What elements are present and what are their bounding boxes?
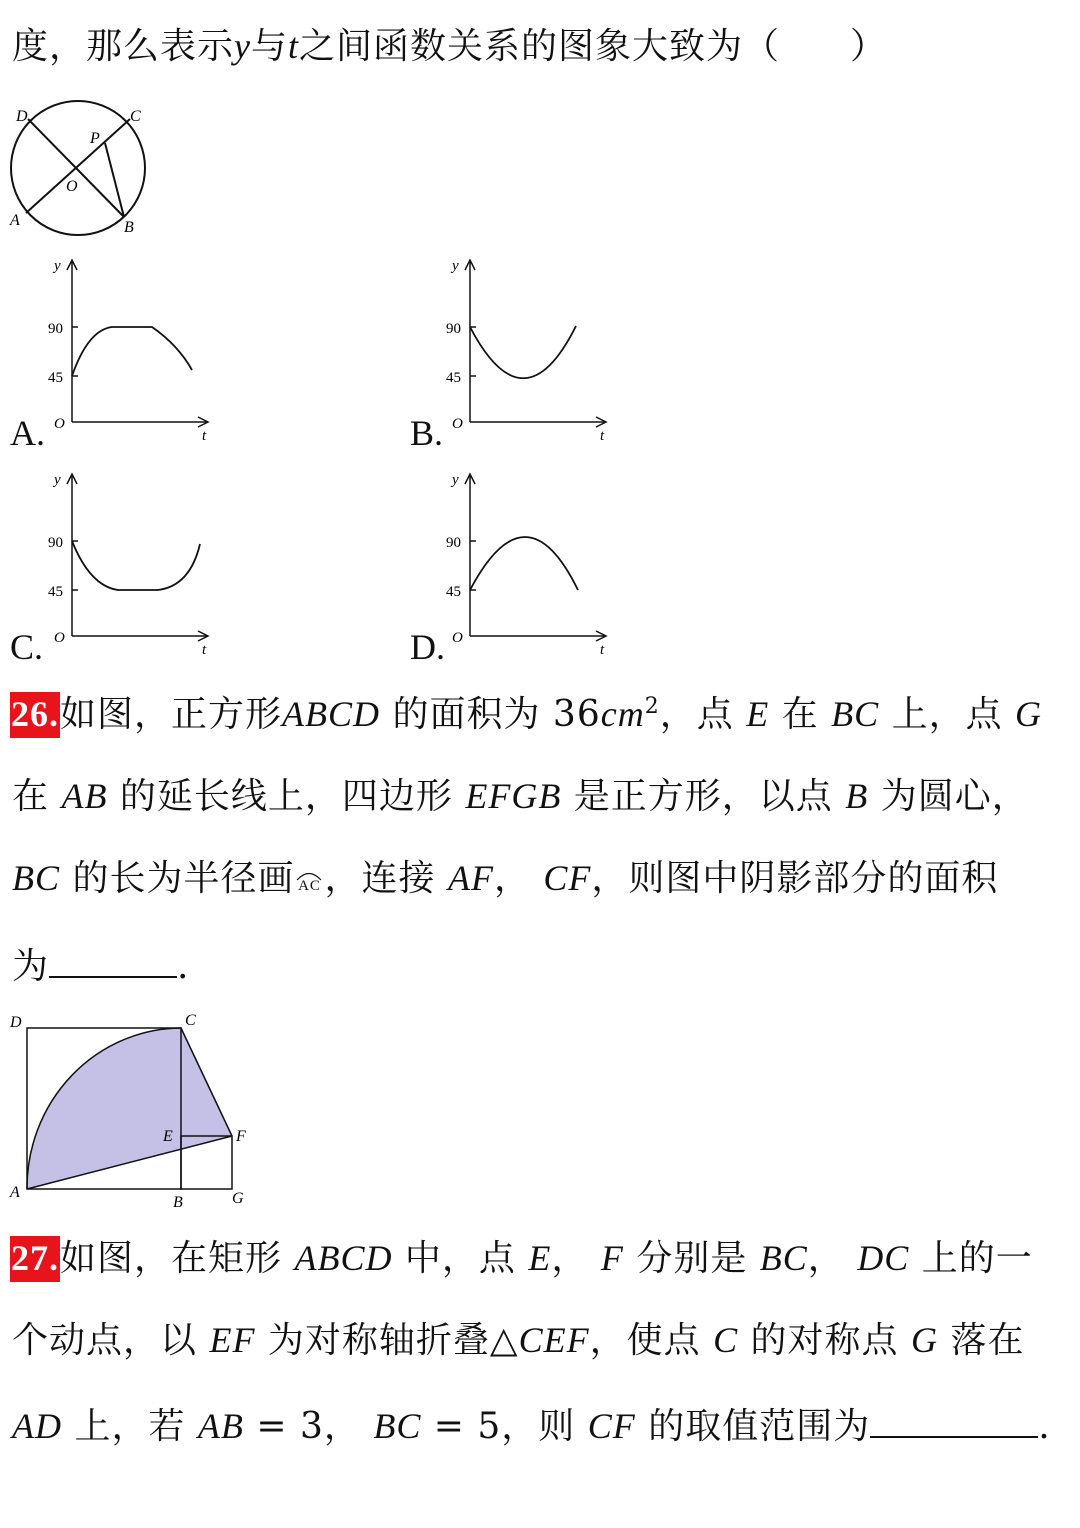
q26-label-F: F	[236, 1128, 246, 1145]
q27-l1-a: 如图，在矩形	[60, 1238, 283, 1279]
option-c-t-label: t	[202, 642, 207, 658]
q25-text-a: 度，那么表示	[12, 26, 235, 67]
label-A: A	[10, 212, 20, 229]
q26-l1-e: 上，点	[891, 694, 1003, 735]
circle-figure	[0, 95, 160, 245]
q26-l3-d: ，则图中阴影部分的面积	[591, 858, 999, 899]
option-d-origin: O	[452, 630, 463, 646]
q27-l1-d: 分别是	[636, 1238, 748, 1279]
q27-answer-blank[interactable]	[870, 1402, 1038, 1438]
shaded-region	[27, 1028, 232, 1189]
q27-line-1	[10, 1240, 1033, 1277]
q27-line-2	[12, 1322, 1024, 1359]
q26-line-3	[12, 860, 998, 897]
q27-l1-e: ，	[807, 1238, 845, 1279]
label-C: C	[130, 108, 141, 125]
q27-l1-v4: BC	[759, 1238, 808, 1278]
label-O: O	[66, 178, 78, 195]
option-a-origin: O	[54, 416, 65, 432]
option-a-y-label: y	[54, 258, 61, 274]
var-y: y	[234, 26, 251, 66]
q27-l2-d: 的对称点	[750, 1320, 899, 1361]
q26-l2-c: 是正方形，以点	[573, 776, 833, 817]
arc-hat-icon	[294, 869, 324, 881]
q27-l1-f: 上的一	[921, 1238, 1033, 1279]
q27-l1-v3: F	[600, 1238, 624, 1278]
q27-l2-a: 个动点，以	[12, 1320, 198, 1361]
q26-l3-b: ，连接	[324, 858, 436, 899]
option-c-label: C.	[10, 627, 44, 667]
q26-l3-v1: BC	[12, 858, 61, 898]
option-c-tick-90: 90	[48, 535, 63, 551]
q27-l2-v4: G	[911, 1320, 938, 1360]
option-c-curve	[72, 541, 200, 590]
q27-l2-c: ，使点	[589, 1320, 701, 1361]
option-c-graph	[40, 464, 230, 664]
q26-l2-v3: B	[845, 776, 869, 816]
option-d-tick-90: 90	[446, 535, 461, 551]
q27-l2-v1: EF	[209, 1320, 256, 1360]
q26-l3-a: 的长为半径画	[72, 858, 295, 899]
q26-line-2	[12, 778, 1029, 815]
q25-text	[12, 28, 887, 65]
option-c-tick-45: 45	[48, 584, 63, 600]
q26-l1-v1: ABCD	[282, 694, 381, 734]
q26-label-A: A	[10, 1184, 20, 1201]
q26-l3-v3: CF	[543, 858, 592, 898]
q27-l3-end: .	[1038, 1406, 1051, 1447]
q26-number: 26.	[10, 692, 60, 738]
option-b-graph	[438, 250, 628, 450]
q25-text-d: ）	[850, 26, 888, 67]
q26-label-B: B	[173, 1194, 183, 1211]
option-a-t-label: t	[202, 428, 207, 444]
q26-l1-d: 在	[781, 694, 819, 735]
q26-line-1	[10, 696, 1042, 733]
q26-label-C: C	[185, 1012, 196, 1029]
q25-text-c: 之间函数关系的图象大致为（	[299, 26, 781, 67]
q26-l2-d: 为圆心，	[880, 776, 1029, 817]
q27-l3-v2: AB	[197, 1406, 244, 1446]
q26-answer-blank[interactable]	[49, 942, 177, 978]
q27-l3-v3: BC	[373, 1406, 422, 1446]
label-P: P	[90, 130, 100, 147]
option-a-graph	[40, 250, 230, 450]
q27-l3-b: = 3，	[256, 1406, 361, 1447]
q27-l1-v1: ABCD	[294, 1238, 393, 1278]
option-a-tick-90: 90	[48, 321, 63, 337]
q26-l1-v3: BC	[831, 694, 880, 734]
var-t: t	[288, 26, 300, 66]
option-b-tick-45: 45	[446, 370, 461, 386]
arc-ac-symbol	[294, 879, 324, 894]
option-d-label: D.	[410, 627, 445, 667]
q26-l4-end: .	[177, 946, 190, 987]
option-d-graph	[438, 464, 628, 664]
q26-l1-sup: 2	[644, 694, 660, 719]
q27-l2-e: 落在	[950, 1320, 1025, 1361]
option-b-tick-90: 90	[446, 321, 461, 337]
q25-text-b: 与	[251, 26, 289, 67]
label-D: D	[16, 108, 28, 125]
q27-l2-b: 为对称轴折叠△	[267, 1320, 519, 1361]
q26-label-E: E	[163, 1128, 173, 1145]
option-d-curve	[470, 537, 578, 590]
q26-l3-c: ，	[493, 858, 531, 899]
option-a-label: A.	[10, 413, 45, 453]
arc-ac-text: AC	[298, 878, 321, 894]
option-b-t-label: t	[600, 428, 605, 444]
option-d-t-label: t	[600, 642, 605, 658]
option-d-y-label: y	[452, 472, 459, 488]
option-b-origin: O	[452, 416, 463, 432]
option-a-curve	[72, 327, 192, 376]
option-c-y-label: y	[54, 472, 61, 488]
q27-l3-v4: CF	[587, 1406, 636, 1446]
option-b-y-label: y	[452, 258, 459, 274]
q27-l1-b: 中，点	[404, 1238, 516, 1279]
q26-l1-v4: G	[1015, 694, 1043, 734]
q27-l2-v3: C	[713, 1320, 739, 1360]
q27-l1-v2: E	[528, 1238, 552, 1278]
q26-label-D: D	[10, 1014, 22, 1031]
q26-l2-b: 的延长线上，四边形	[119, 776, 453, 817]
q27-line-3	[12, 1402, 1051, 1445]
q27-l1-c: ，	[551, 1238, 589, 1279]
q26-l1-c: ，点	[659, 694, 734, 735]
label-B: B	[124, 219, 134, 236]
q27-l2-v2: CEF	[518, 1320, 590, 1360]
q27-l1-v5: DC	[857, 1238, 910, 1278]
q27-l3-v1: AD	[12, 1406, 62, 1446]
option-d-tick-45: 45	[446, 584, 461, 600]
q26-figure	[0, 1005, 270, 1215]
q26-l1-unit: cm	[600, 694, 645, 734]
q27-l3-d: 的取值范围为	[648, 1406, 871, 1447]
q27-l3-a: 上，若	[74, 1406, 186, 1447]
q26-line-4	[12, 942, 189, 985]
q26-l4-a: 为	[12, 946, 50, 987]
q26-l2-v1: AB	[61, 776, 108, 816]
q26-l1-b: 的面积为 36	[392, 694, 601, 735]
q27-l3-c: = 5，则	[433, 1406, 576, 1447]
option-b-curve	[470, 326, 576, 378]
q26-l1-v2: E	[746, 694, 770, 734]
q26-l2-v2: EFGB	[465, 776, 562, 816]
q26-l2-a: 在	[12, 776, 50, 817]
option-c-origin: O	[54, 630, 65, 646]
q26-l1-a: 如图，正方形	[60, 694, 283, 735]
option-a-tick-45: 45	[48, 370, 63, 386]
q26-l3-v2: AF	[447, 858, 494, 898]
q27-number: 27.	[10, 1236, 60, 1282]
q26-label-G: G	[232, 1190, 244, 1207]
option-b-label: B.	[410, 413, 444, 453]
